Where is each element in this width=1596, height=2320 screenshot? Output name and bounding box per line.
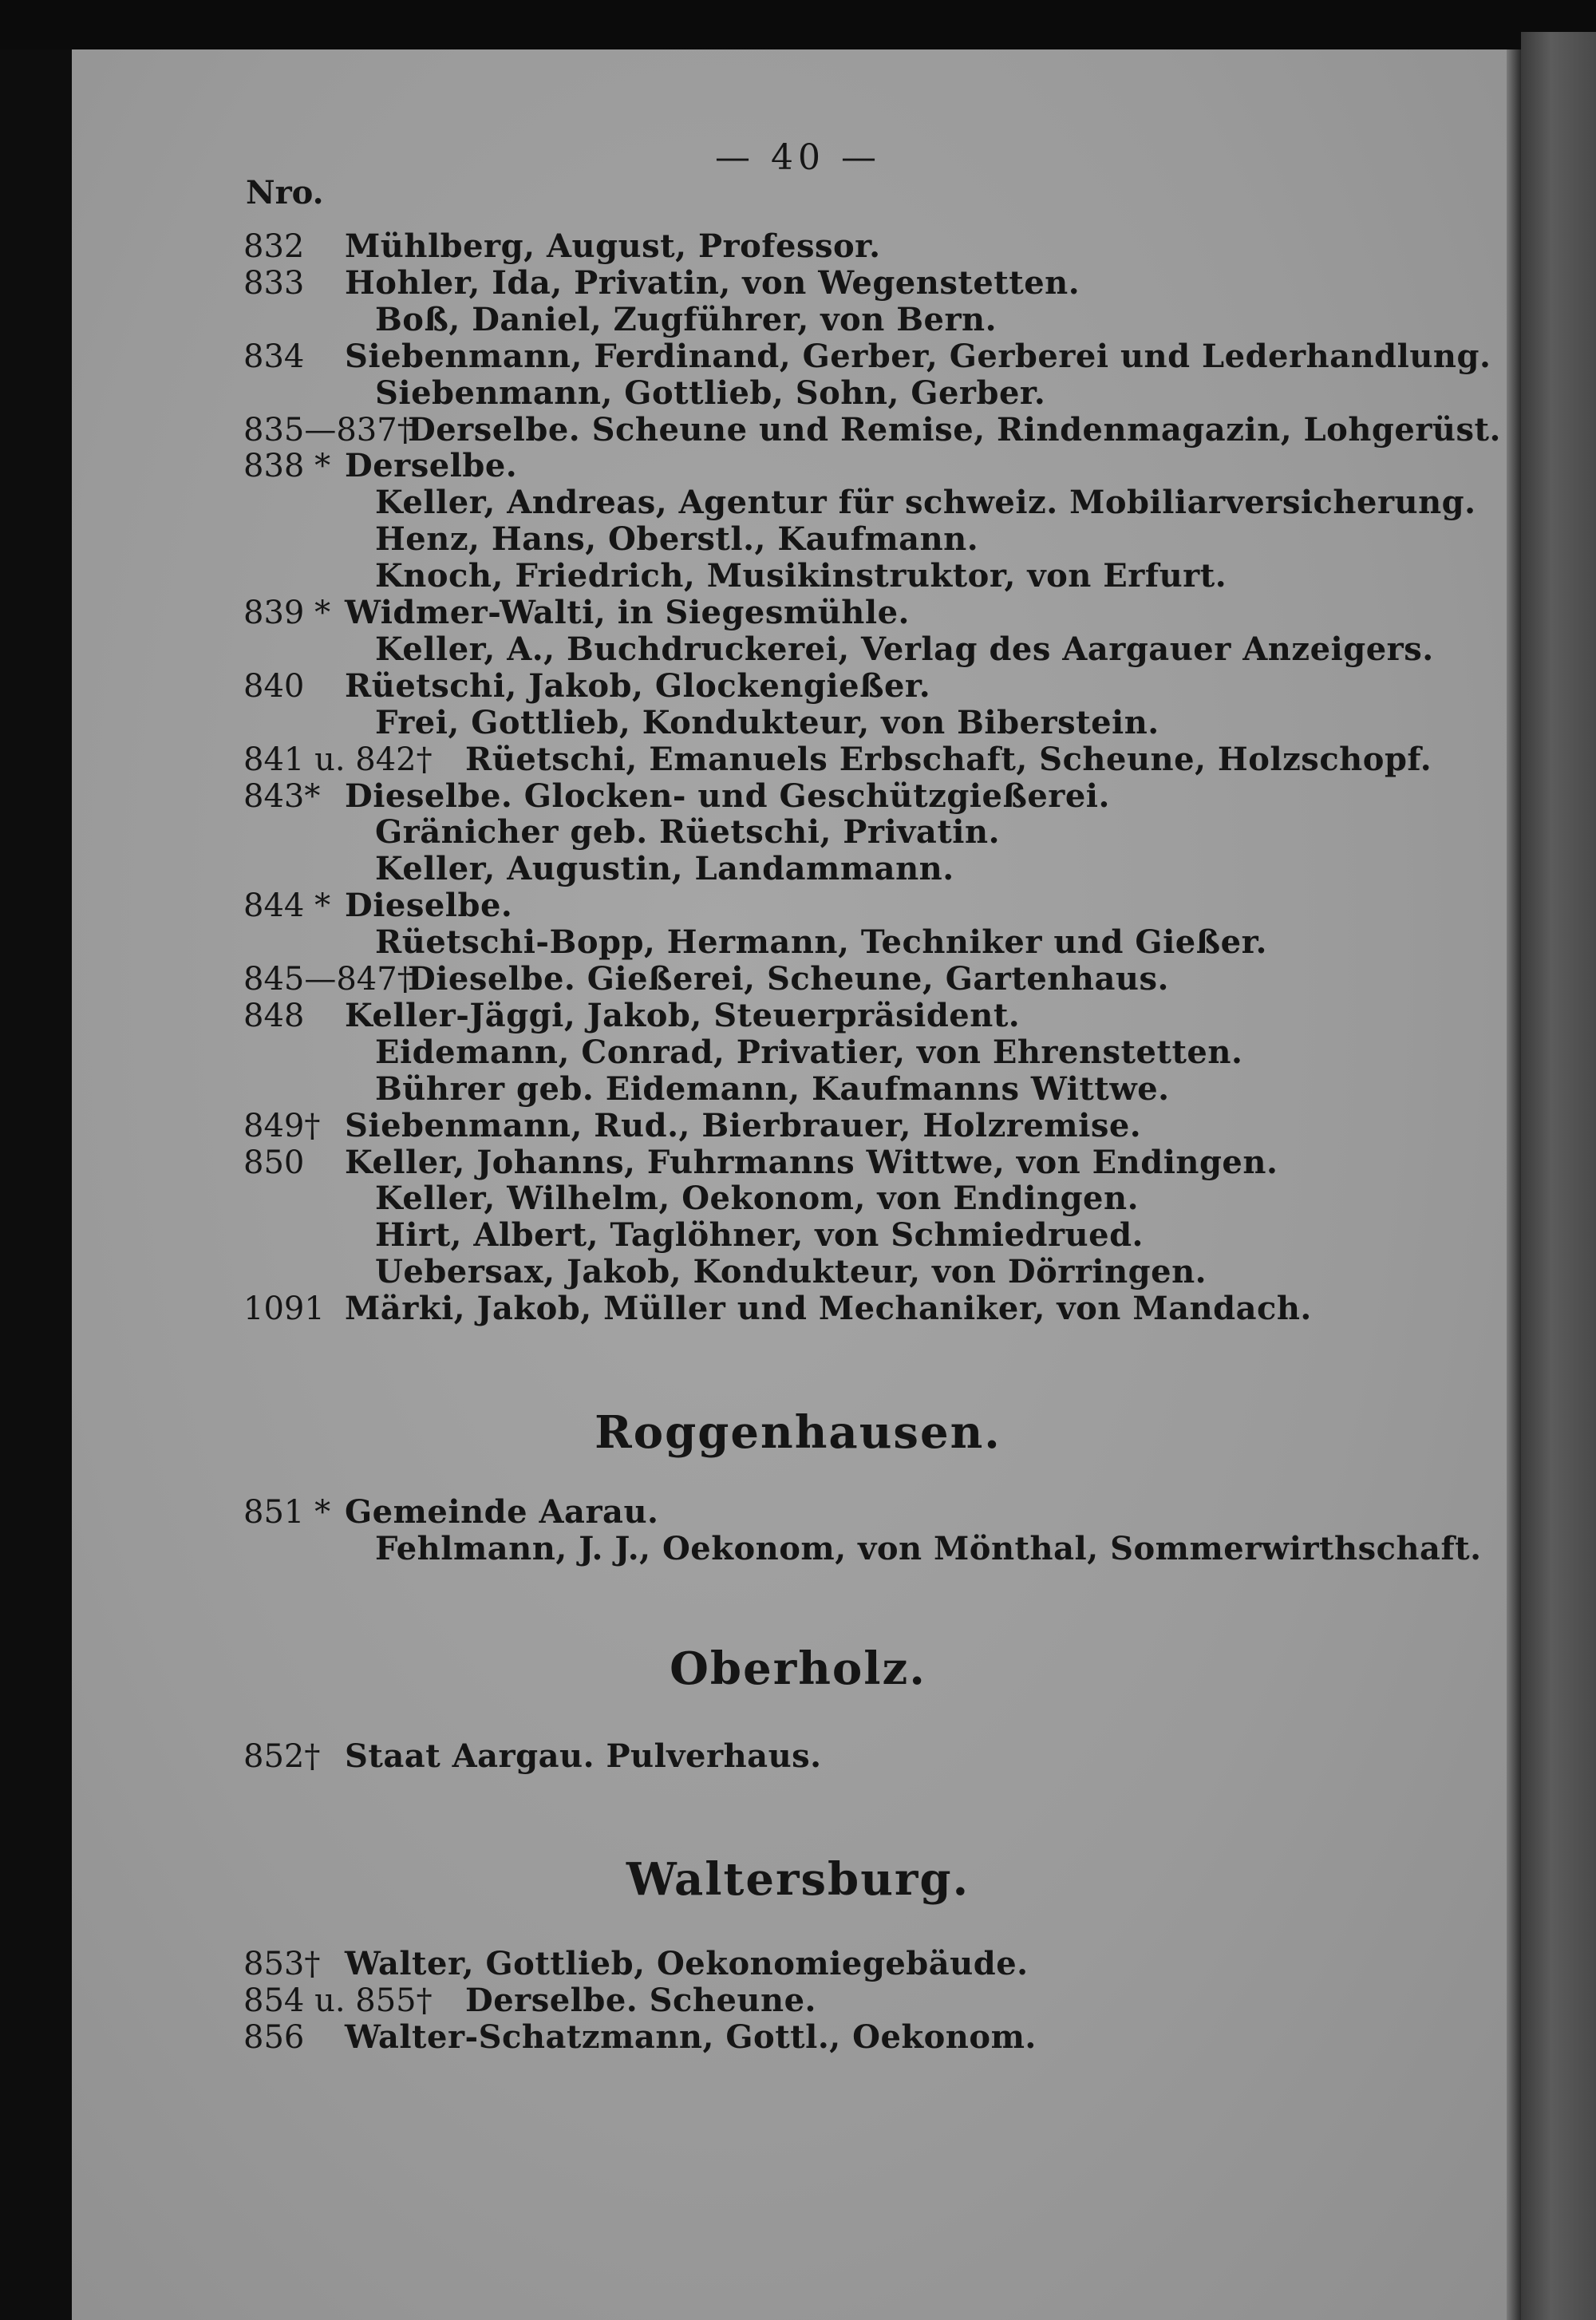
- column-header-nro: Nro.: [246, 174, 324, 211]
- register-entry: [0, 998, 1596, 1034]
- house-number: 849†: [243, 1107, 321, 1144]
- entry-text: Märki, Jakob, Müller und Mechaniker, von Mandach.: [345, 1290, 1312, 1328]
- register-entry: [0, 412, 1596, 449]
- entry-text: Dieselbe. Glocken- und Geschützgießerei.: [345, 777, 1110, 815]
- register-entry: [0, 595, 1596, 631]
- register-entry: [0, 1946, 1596, 1982]
- entry-text: Rüetschi, Emanuels Erbschaft, Scheune, Holzschopf.: [465, 740, 1432, 778]
- entry-text: Staat Aargau. Pulverhaus.: [345, 1737, 822, 1775]
- entry-text: Mühlberg, August, Professor.: [345, 227, 881, 265]
- entry-text: Henz, Hans, Oberstl., Kaufmann.: [375, 520, 979, 559]
- entry-text: Rüetschi-Bopp, Hermann, Techniker und Gießer.: [375, 923, 1267, 962]
- entry-text: Derselbe. Scheune und Remise, Rindenmagazin, Lohgerüst.: [408, 410, 1501, 449]
- entry-text: Gränicher geb. Rüetschi, Privatin.: [375, 813, 1000, 852]
- house-number: 832: [243, 228, 305, 265]
- register-entry: [0, 1738, 1596, 1775]
- entry-text: Keller, Andreas, Agentur für schweiz. Mobiliarversicherung.: [375, 484, 1476, 522]
- entry-text: Siebenmann, Rud., Bierbrauer, Holzremise.: [345, 1106, 1142, 1144]
- entry-text: Fehlmann, J. J., Oekonom, von Mönthal, Sommerwirthschaft.: [375, 1530, 1482, 1567]
- register-entry: [0, 1290, 1596, 1327]
- register-entry: [0, 1071, 1596, 1108]
- register-entry: [0, 228, 1596, 265]
- house-number: 841 u. 842†: [243, 741, 433, 778]
- entry-text: Eidemann, Conrad, Privatier, von Ehrenstetten.: [375, 1033, 1243, 1071]
- register-entry: [0, 1217, 1596, 1254]
- register-entry: [0, 375, 1596, 412]
- entry-text: Widmer-Walti, in Siegesmühle.: [345, 594, 910, 631]
- entry-text: Keller, Wilhelm, Oekonom, von Endingen.: [375, 1180, 1139, 1218]
- register-entry: [0, 521, 1596, 558]
- page-number: — 40 —: [715, 137, 881, 178]
- register-entry: [0, 1144, 1596, 1181]
- register-entry: [0, 1254, 1596, 1290]
- register-entry: [0, 668, 1596, 705]
- entry-text: Derselbe. Scheune.: [465, 1982, 816, 2019]
- entry-text: Boß, Daniel, Zugführer, von Bern.: [375, 300, 998, 338]
- entry-text: Hohler, Ida, Privatin, von Wegenstetten.: [345, 263, 1080, 302]
- house-number: 853†: [243, 1946, 321, 1982]
- register-entry: [0, 741, 1596, 778]
- house-number: 840: [243, 667, 305, 705]
- entry-text: Keller, Augustin, Landammann.: [375, 850, 954, 888]
- house-number: 1091: [243, 1290, 325, 1328]
- entry-text: Dieselbe.: [345, 887, 513, 925]
- entry-text: Siebenmann, Gottlieb, Sohn, Gerber.: [375, 373, 1046, 412]
- house-number: 848: [243, 997, 305, 1034]
- register-entry: [0, 265, 1596, 302]
- entry-text: Knoch, Friedrich, Musikinstruktor, von Erfurt.: [375, 557, 1227, 595]
- register-entry: [0, 484, 1596, 521]
- house-number: 843*: [243, 777, 321, 815]
- house-number: 839 *: [243, 595, 331, 631]
- entry-text: Walter-Schatzmann, Gottl., Oekonom.: [345, 2018, 1037, 2056]
- house-number: 844 *: [243, 887, 331, 925]
- entry-text: Keller-Jäggi, Jakob, Steuerpräsident.: [345, 996, 1021, 1034]
- entry-text: Keller, A., Buchdruckerei, Verlag des Aargauer Anzeigers.: [375, 630, 1434, 668]
- register-entry: [0, 1034, 1596, 1071]
- entry-text: Dieselbe. Gießerei, Scheune, Gartenhaus.: [408, 960, 1169, 998]
- entry-text: Hirt, Albert, Taglöhner, von Schmiedrued.: [375, 1216, 1144, 1255]
- house-number: 838 *: [243, 448, 331, 485]
- register-entry: [0, 2019, 1596, 2056]
- house-number: 850: [243, 1144, 305, 1181]
- register-entry: [0, 558, 1596, 595]
- house-number: 833: [243, 264, 305, 302]
- entry-text: Frei, Gottlieb, Kondukteur, von Biberstein.: [375, 703, 1159, 741]
- house-number: 835—837†: [243, 411, 413, 449]
- house-number: 851 *: [243, 1494, 331, 1531]
- house-number: 856: [243, 2019, 305, 2056]
- section-heading: Oberholz.: [670, 1642, 926, 1695]
- register-entry: [0, 1108, 1596, 1144]
- register-entry: [0, 924, 1596, 961]
- entry-text: Derselbe.: [345, 447, 518, 485]
- register-entry: [0, 705, 1596, 741]
- register-entry: [0, 851, 1596, 887]
- register-entry: [0, 1494, 1596, 1531]
- register-entry: [0, 887, 1596, 924]
- entry-text: Keller, Johanns, Fuhrmanns Wittwe, von Endingen.: [345, 1143, 1278, 1181]
- house-number: 845—847†: [243, 961, 413, 998]
- register-entry: [0, 961, 1596, 998]
- house-number: 854 u. 855†: [243, 1982, 433, 2019]
- section-heading: Roggenhausen.: [595, 1406, 1001, 1459]
- register-entry: [0, 1531, 1596, 1567]
- register-entry: [0, 814, 1596, 851]
- entry-text: Gemeinde Aarau.: [345, 1493, 659, 1531]
- register-entry: [0, 302, 1596, 338]
- register-entry: [0, 1180, 1596, 1217]
- entry-text: Uebersax, Jakob, Kondukteur, von Dörringen.: [375, 1253, 1207, 1291]
- house-number: 834: [243, 338, 305, 375]
- entry-text: Rüetschi, Jakob, Glockengießer.: [345, 666, 931, 705]
- register-entry: [0, 448, 1596, 484]
- register-entry: [0, 338, 1596, 375]
- register-entry: [0, 631, 1596, 668]
- house-number: 852†: [243, 1738, 321, 1775]
- entry-text: Walter, Gottlieb, Oekonomiegebäude.: [345, 1945, 1029, 1982]
- register-entry: [0, 1982, 1596, 2019]
- register-entry: [0, 778, 1596, 815]
- entry-text: Siebenmann, Ferdinand, Gerber, Gerberei und Lederhandlung.: [345, 337, 1491, 375]
- section-heading: Waltersburg.: [626, 1853, 970, 1906]
- entry-text: Bührer geb. Eidemann, Kaufmanns Wittwe.: [375, 1069, 1170, 1108]
